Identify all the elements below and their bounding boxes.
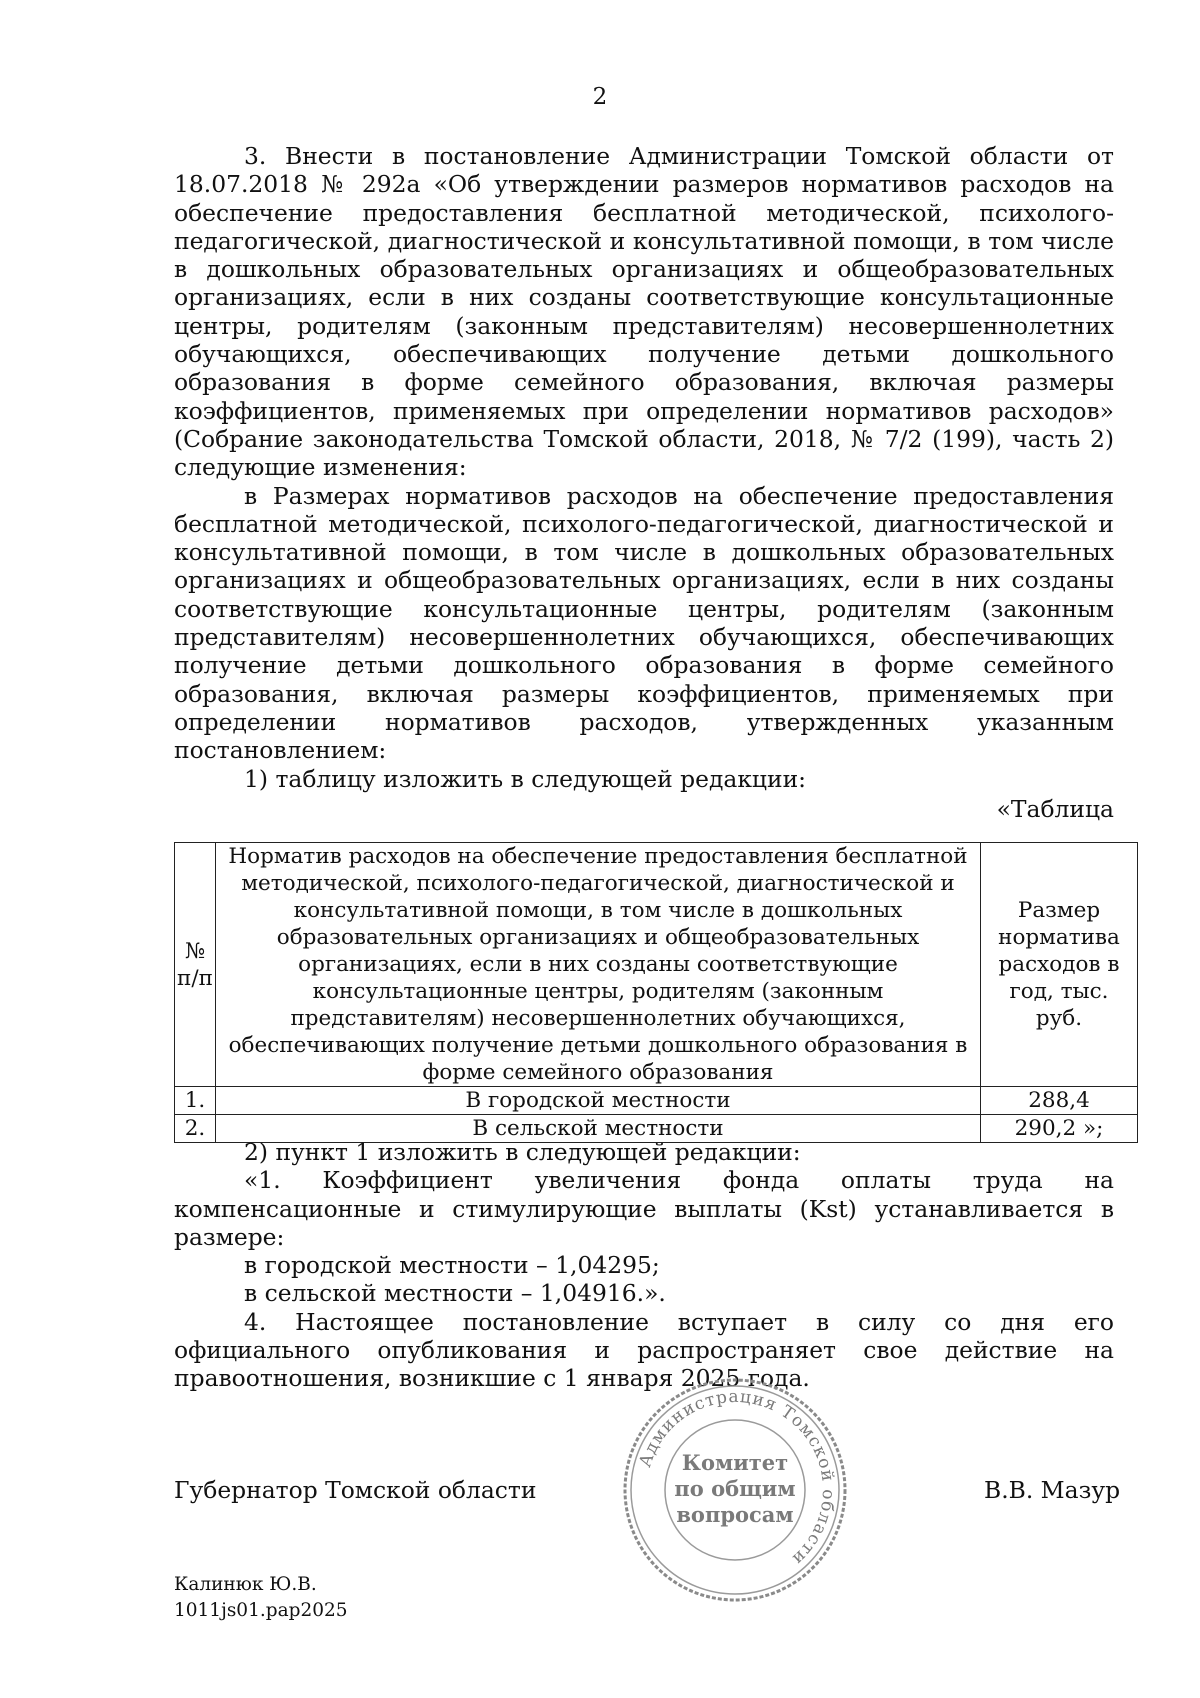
- row-value: 288,4: [981, 1087, 1138, 1115]
- signature-position: Губернатор Томской области: [174, 1476, 537, 1504]
- stamp-ring-text: Администрация Томской области: [635, 1386, 839, 1570]
- footer-author: Калинюк Ю.В.: [174, 1574, 317, 1595]
- row-num: 2.: [175, 1115, 216, 1143]
- paragraph-coefficient: «1. Коэффициент увеличения фонда оплаты труда на компенсационные и стимулирующие выплаты (Kst) устанавливается в размере:: [174, 1166, 1114, 1251]
- stamp-center-line: Комитет: [681, 1450, 789, 1475]
- table-header-row: [175, 843, 1138, 1087]
- norms-table: [174, 842, 1138, 1143]
- paragraph-effective-date: 4. Настоящее постановление вступает в силу со дня его официального опубликования и распространяет свое действие на правоотношения, возникшие с 1 января 2025 года.: [174, 1307, 1114, 1393]
- footer-file-code: 1011js01.pap2025: [174, 1600, 348, 1621]
- paragraph-rural: в сельской местности – 1,04916.».: [244, 1279, 666, 1308]
- paragraph-point-1: 2) пункт 1 изложить в следующей редакции:: [244, 1138, 801, 1166]
- row-num: 1.: [175, 1087, 216, 1115]
- stamp-center-line: вопросам: [676, 1502, 794, 1527]
- row-name: В сельской местности: [216, 1115, 981, 1143]
- footer: [174, 1572, 348, 1624]
- header-name: Норматив расходов на обеспечение предоставления бесплатной методической, психолого-педагогической, диагностической и консультативной помощи, в том числе в дошкольных образовательных организациях и общеобразовательных организациях, если в них созданы соответствующие консультационные центры, родителям (законным представителям) несовершеннолетних обучающихся, обеспечивающих получение детьми дошкольного образования в форме семейного образования: [216, 843, 981, 1087]
- row-value: 290,2 »;: [981, 1115, 1138, 1143]
- stamp-center-line: по общим: [674, 1476, 796, 1501]
- signature-name: В.В. Мазур: [984, 1476, 1121, 1504]
- page-number: 2: [592, 84, 608, 110]
- paragraph-amendment: 3. Внести в постановление Администрации Томской области от 18.07.2018 № 292а «Об утверждении размеров нормативов расходов на обеспечение предоставления бесплатной методической, психолого-педагогической, диагностической и консультативной помощи, в том числе в дошкольных образовательных организациях и общеобразовательных организациях, если в них созданы соответствующие консультационные центры, родителям (законным представителям) несовершеннолетних обучающихся, обеспечивающих получение детьми дошкольного образования в форме семейного образования, включая размеры коэффициентов, применяемых при определении нормативов расходов» (Собрание законодательства Томской области, 2018, № 7/2 (199), часть 2) следующие изменения:: [174, 142, 1114, 482]
- header-num: № п/п: [175, 843, 216, 1087]
- table-row: [175, 1087, 1138, 1115]
- paragraph-urban: в городской местности – 1,04295;: [244, 1251, 660, 1280]
- after-table-text: [174, 1138, 1114, 1393]
- paragraph-norms: в Размерах нормативов расходов на обеспечение предоставления бесплатной методической, психолого-педагогической, диагностической и консультативной помощи, в том числе в дошкольных образовательных организациях и общеобразовательных организациях, если в них созданы соответствующие консультационные центры, родителям (законным представителям) несовершеннолетних обучающихся, обеспечивающих получение детьми дошкольного образования в форме семейного образования, включая размеры коэффициентов, применяемых при определении нормативов расходов, утвержденных указанным постановлением:: [174, 481, 1114, 765]
- header-size: Размер норматива расходов в год, тыс. руб.: [981, 843, 1138, 1087]
- body-text: [174, 142, 1114, 823]
- row-name: В городской местности: [216, 1087, 981, 1115]
- official-stamp: [620, 1375, 850, 1605]
- paragraph-table-intro: 1) таблицу изложить в следующей редакции:: [244, 764, 807, 793]
- table-caption: «Таблица: [996, 794, 1114, 823]
